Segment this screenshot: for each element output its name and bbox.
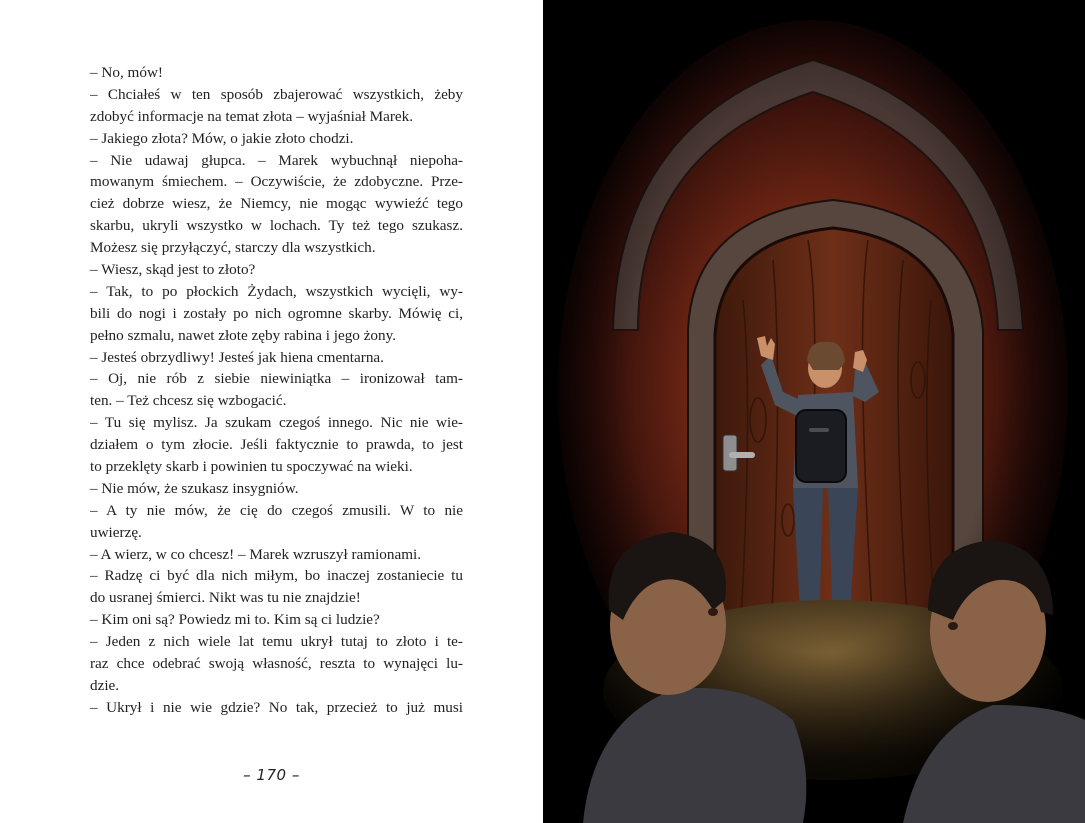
text-line: mowanym śmiechem. – Oczywiście, że zdobyczne. Prze- (90, 173, 463, 191)
text-line: – Jesteś obrzydliwy! Jesteś jak hiena cmentarna. (90, 348, 384, 366)
text-line: – Ukrył i nie wie gdzie? No tak, przecież to już musi (90, 698, 463, 716)
text-line: raz chce odebrać swoją własność, reszta to wynajęci lu- (90, 655, 463, 673)
text-line: bili do nogi i zostały po nich ogromne skarby. Mówię ci, (90, 304, 463, 322)
text-line: – Wiesz, skąd jest to złoto? (90, 261, 256, 279)
text-line: skarbu, ukryli wszystko w lochach. Ty też tego szukasz. (90, 217, 463, 235)
text-line: do usranej śmierci. Nikt was tu nie znajdzie! (90, 589, 361, 607)
text-line: działem o tym złocie. Jeśli faktycznie to prawda, to jest (90, 436, 463, 454)
text-line: Możesz się przyłączyć, starczy dla wszystkich. (90, 239, 376, 257)
text-line: to przeklęty skarb i powinien tu spoczywać na wieki. (90, 458, 413, 476)
text-line: zdobyć informacje na temat złota – wyjaśniał Marek. (90, 107, 414, 125)
page-number: – 170 – (243, 766, 300, 784)
text-line: uwierzę. (90, 523, 142, 541)
text-line: – Jakiego złota? Mów, o jakie złoto chodzi. (90, 129, 354, 147)
text-line: pełno szmalu, nawet złote zęby rabina i jego żony. (90, 326, 397, 344)
door-boy-illustration-icon (543, 0, 1085, 823)
text-line: – Nie mów, że szukasz insygniów. (90, 479, 299, 497)
text-line: – A ty nie mów, że cię do czegoś zmusili. W to nie (90, 501, 463, 519)
text-line: – A wierz, w co chcesz! – Marek wzruszył ramionami. (90, 545, 422, 563)
text-line: – Tak, to po płockich Żydach, wszystkich wycięli, wy- (90, 282, 463, 300)
text-line: cież dobrze wiesz, że Niemcy, nie mogąc wywieźć tego (90, 195, 463, 213)
text-line: – Radzę ci być dla nich miłym, bo inaczej zostaniecie tu (90, 567, 463, 585)
text-line: – Tu się mylisz. Ja szukam czegoś innego. Nic nie wie- (90, 414, 463, 432)
text-line: – Jeden z nich wiele lat temu ukrył tutaj to złoto i te- (90, 633, 463, 651)
text-block (90, 62, 463, 719)
text-line: – No, mów! (90, 64, 163, 81)
text-line: – Kim oni są? Powiedz mi to. Kim są ci ludzie? (90, 611, 380, 629)
text-line: dzie. (90, 676, 120, 694)
text-line: ten. – Też chcesz się wzbogacić. (90, 392, 287, 410)
text-line: – Oj, nie rób z siebie niewiniątka – ironizował tam- (90, 370, 463, 388)
right-page-illustration (543, 0, 1085, 823)
text-line: – Chciałeś w ten sposób zbajerować wszystkich, żeby (90, 85, 463, 103)
text-line: – Nie udawaj głupca. – Marek wybuchnął niepoha- (90, 151, 463, 169)
